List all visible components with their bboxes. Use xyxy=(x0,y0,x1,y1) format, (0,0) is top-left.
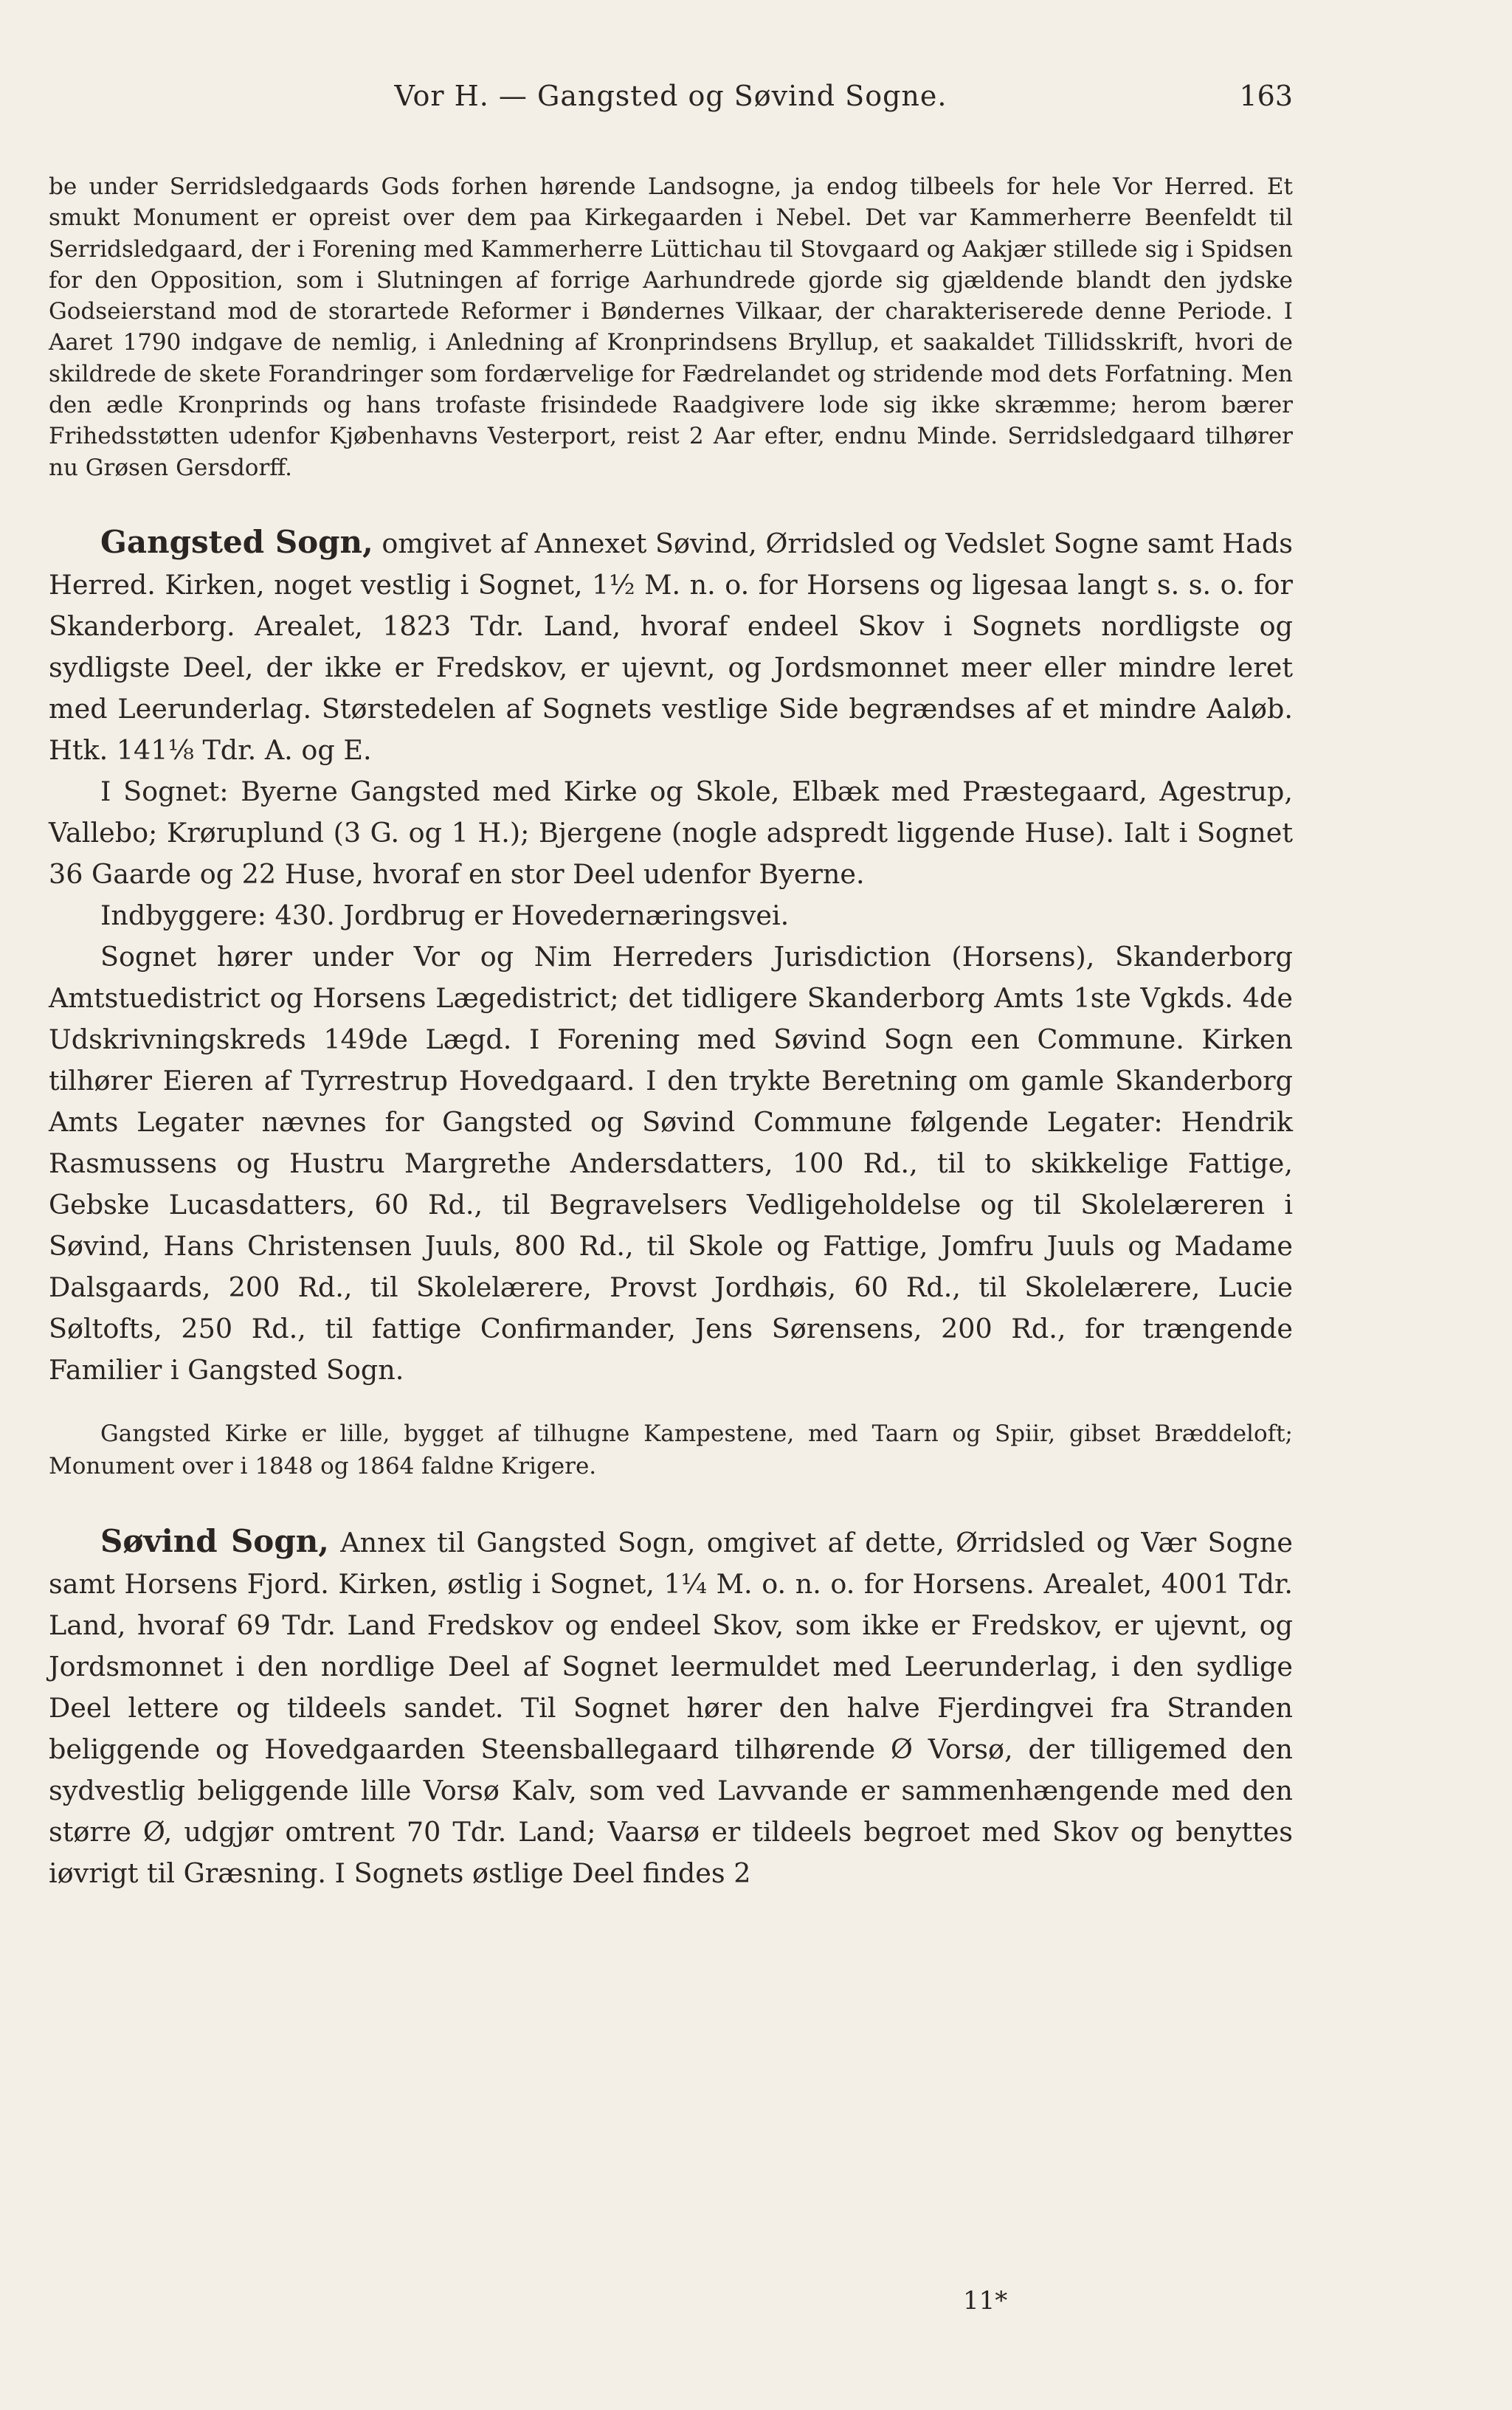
gangsted-p2-lead: I Sognet: xyxy=(100,775,229,807)
gangsted-paragraph-4: Sognet hører under Vor og Nim Herreders Jurisdiction (Horsens), Skanderborg Amtstuedistrict og Horsens Lægedistrict; det tidligere Skanderborg Amts 1ste Vgkds. 4de Udskrivningskreds 149de Lægd. I Forening med Søvind Sogn een Commune. Kirken tilhører Eieren af Tyrrestrup Hovedgaard. I den trykte Beretning om gamle Skanderborg Amts Legater nævnes for Gangsted og Søvind Commune følgende Legater: Hendrik Rasmussens og Hustru Margrethe Andersdatters, 100 Rd., til to skikkelige Fattige, Gebske Lucasdatters, 60 Rd., til Begravelsers Vedligeholdelse og til Skolelæreren i Søvind, Hans Christensen Juuls, 800 Rd., til Skole og Fattige, Jomfru Juuls og Madame Dalsgaards, 200 Rd., til Skolelærere, Provst Jordhøis, 60 Rd., til Skolelærere, Lucie Søltofts, 250 Rd., til fattige Confirmander, Jens Sørensens, 200 Rd., for trængende Familier i Gangsted Sogn. xyxy=(49,940,1293,1386)
gangsted-paragraph-1 xyxy=(49,522,1293,771)
intro-paragraph: be under Serridsledgaards Gods forhen hørende Landsogne, ja endog tilbeels for hele Vor Herred. Et smukt Monument er opreist over dem paa Kirkegaarden i Nebel. Det var Kammerherre Beenfeldt til Serridsledgaard, der i Forening med Kammerherre Lüttichau til Stovgaard og Aakjær stillede sig i Spidsen for den Opposition, som i Slutningen af forrige Aarhundrede gjorde sig gjældende blandt den jydske Godseierstand mod de storartede Reformer i Bøndernes Vilkaar, der charakteriserede denne Periode. I Aaret 1790 indgave de nemlig, i Anledning af Kronprindsens Bryllup, et saakaldet Tillidsskrift, hvori de skildrede de skete Forandringer som fordærvelige for Fædrelandet og stridende mod dets Forfatning. Men den ædle Kronprinds og hans trofaste frisindede Raadgivere lode sig ikke skræmme; herom bærer Frihedsstøtten udenfor Kjøbenhavns Vesterport, reist 2 Aar efter, endnu Minde. Serridsledgaard tilhører nu Grøsen Gersdorff. xyxy=(49,173,1293,481)
soevind-section xyxy=(49,1521,1293,1894)
page-header xyxy=(49,80,1293,131)
soevind-p1-text: Annex til Gangsted Sogn, omgivet af dette, Ørridsled og Vær Sogne samt Horsens Fjord. Kirken, østlig i Sognet, 1¼ M. o. n. o. for Horsens. Arealet, 4001 Tdr. Land, hvoraf 69 Tdr. Land Fredskov og endeel Skov, som ikke er Fredskov, er ujevnt, og Jordsmonnet i den nordlige Deel af Sognet leermuldet med Leerunderlag, i den sydlige Deel lettere og tildeels sandet. Til Sognet hører den halve Fjerdingvei fra Stranden beliggende og Hovedgaarden Steensballegaard tilhørende Ø Vorsø, der tilligemed den sydvestlig beliggende lille Vorsø Kalv, som ved Lavvande er sammenhængende med den større Ø, udgjør omtrent 70 Tdr. Land; Vaarsø er tildeels begroet med Skov og benyttes iøvrigt til Græsning. I Sognets østlige Deel findes 2 xyxy=(49,1526,1293,1889)
page-body xyxy=(49,171,1293,1894)
gangsted-paragraph-2 xyxy=(49,771,1293,895)
gangsted-section xyxy=(49,522,1293,1482)
gangsted-footnote: Gangsted Kirke er lille, bygget af tilhugne Kampestene, med Taarn og Spiir, gibset Bræddeloft; Monument over i 1848 og 1864 faldne Krigere. xyxy=(49,1420,1293,1480)
running-head: Vor H. — Gangsted og Søvind Sogne. xyxy=(394,80,947,112)
gangsted-paragraph-3: Indbyggere: 430. Jordbrug er Hovedernæringsvei. xyxy=(100,899,790,931)
gangsted-p2-text: Byerne Gangsted med Kirke og Skole, Elbæk med Præstegaard, Agestrup, Vallebo; Krøruplund (3 G. og 1 H.); Bjergene (nogle adspredt liggende Huse). Ialt i Sognet 36 Gaarde og 22 Huse, hvoraf en stor Deel udenfor Byerne. xyxy=(49,775,1293,890)
signature-mark: 11* xyxy=(963,2286,1008,2316)
gangsted-p1-text: omgivet af Annexet Søvind, Ørridsled og Vedslet Sogne samt Hads Herred. Kirken, noget vestlig i Sognet, 1½ M. n. o. for Horsens og ligesaa langt s. s. o. for Skanderborg. Arealet, 1823 Tdr. Land, hvoraf endeel Skov i Sognets nordligste og sydligste Deel, der ikke er Fredskov, er ujevnt, og Jordsmonnet meer eller mindre leret med Leerunderlag. Størstedelen af Sognets vestlige Side begrændses af et mindre Aaløb. Htk. 141⅛ Tdr. A. og E. xyxy=(49,527,1293,766)
soevind-paragraph-1 xyxy=(49,1521,1293,1894)
gangsted-church-note xyxy=(49,1418,1293,1482)
gangsted-heading: Gangsted Sogn, xyxy=(100,523,373,560)
soevind-heading: Søvind Sogn, xyxy=(100,1522,329,1559)
intro-block xyxy=(49,171,1293,483)
page-number: 163 xyxy=(1239,80,1293,112)
